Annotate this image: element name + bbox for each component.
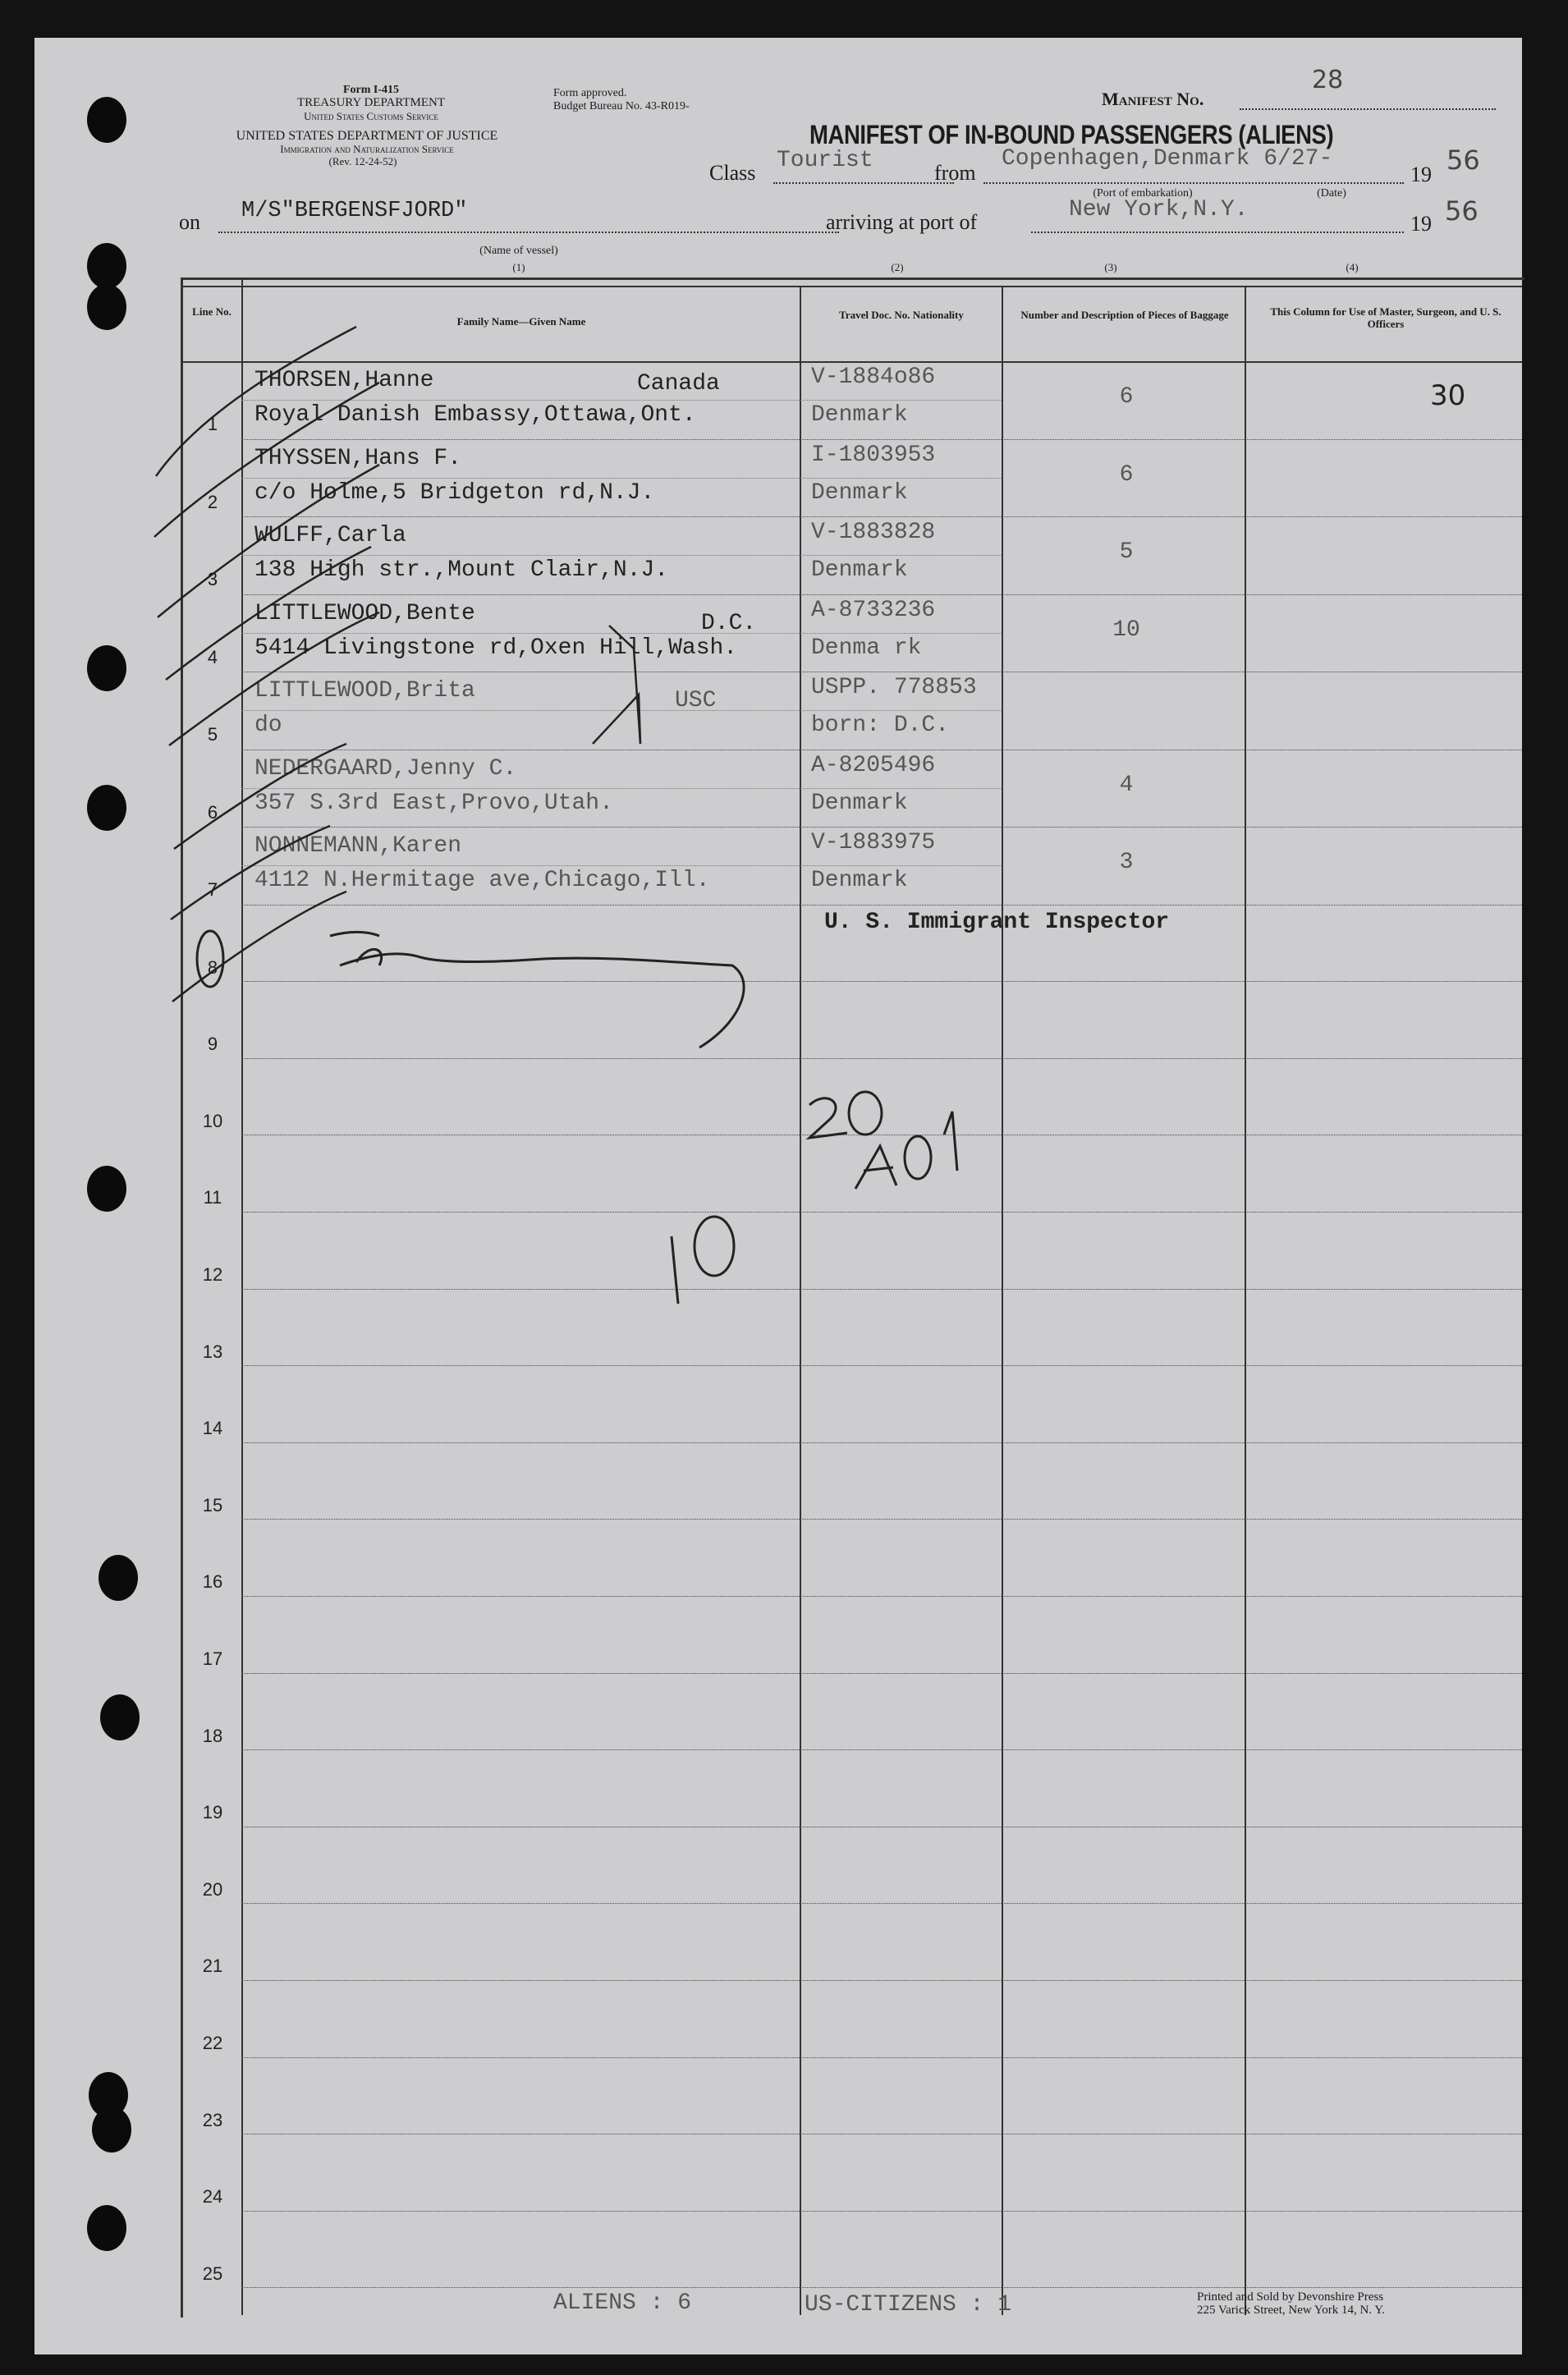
row-number: 17 xyxy=(202,1648,223,1669)
baggage-count: 10 xyxy=(1112,617,1140,643)
circled-line-8 xyxy=(197,931,223,987)
date-caption: (Date) xyxy=(1317,187,1346,199)
passenger-address: 4112 N.Hermitage ave,Chicago,Ill. xyxy=(254,868,710,893)
immigrant-inspector: U. S. Immigrant Inspector xyxy=(824,910,1170,935)
manifest-title: MANIFEST OF IN-BOUND PASSENGERS (ALIENS) xyxy=(809,120,1334,149)
nationality: Denmark xyxy=(811,790,908,816)
passenger-note: Canada xyxy=(637,371,720,397)
travel-doc-no: V-1883828 xyxy=(811,520,936,545)
header-travel-doc: Travel Doc. No. Nationality xyxy=(839,309,964,321)
passenger-name: THYSSEN,Hans F. xyxy=(254,445,462,471)
handwritten-marks xyxy=(34,38,1522,2354)
baggage-count: 3 xyxy=(1119,850,1134,875)
passenger-note: USC xyxy=(675,688,717,713)
passenger-name: WULFF,Carla xyxy=(254,523,406,548)
row-number: 18 xyxy=(202,1725,223,1746)
row-number: 13 xyxy=(202,1341,223,1362)
nationality: Denmark xyxy=(811,557,908,583)
passenger-address: Royal Danish Embassy,Ottawa,Ont. xyxy=(254,402,696,428)
port-caption: (Port of embarkation) xyxy=(1093,187,1193,199)
row-number: 23 xyxy=(202,2109,223,2130)
arriving-label: arriving at port of xyxy=(826,210,978,234)
class-value: Tourist xyxy=(777,148,873,173)
year-prefix-2: 19 xyxy=(1410,212,1432,236)
header-officers: This Column for Use of Master, Surgeon, and U. S. Officers xyxy=(1270,305,1502,330)
row-number: 2 xyxy=(207,491,218,512)
row-number: 12 xyxy=(202,1263,223,1285)
customs-service: United States Customs Service xyxy=(304,110,438,122)
passenger-name: LITTLEWOOD,Bente xyxy=(254,600,475,626)
nationality: born: D.C. xyxy=(811,713,950,738)
col2-number: (2) xyxy=(891,261,904,273)
row-number: 9 xyxy=(207,1034,218,1055)
class-label: Class xyxy=(709,161,756,185)
handwritten-note xyxy=(672,1092,957,1304)
header-baggage: Number and Description of Pieces of Baggage xyxy=(1020,309,1229,321)
nationality: Denmark xyxy=(811,479,908,506)
vessel-name: M/S"BERGENSFJORD" xyxy=(241,199,468,223)
passenger-name: NONNEMANN,Karen xyxy=(254,833,462,859)
row-number: 14 xyxy=(202,1418,223,1439)
justice-dept: UNITED STATES DEPARTMENT OF JUSTICE xyxy=(236,129,498,143)
row-number: 4 xyxy=(207,646,218,667)
header-line-no: Line No. xyxy=(192,305,232,318)
passenger-address: c/o Holme,5 Bridgeton rd,N.J. xyxy=(254,479,655,506)
baggage-count: 5 xyxy=(1119,539,1134,565)
travel-doc-no: A-8205496 xyxy=(811,752,936,778)
nationality: Denmark xyxy=(811,402,908,428)
col3-number: (3) xyxy=(1104,261,1117,273)
manifest-no-value: 28 xyxy=(1312,66,1344,94)
row-number: 10 xyxy=(202,1110,223,1131)
travel-doc-no: V-1884o86 xyxy=(811,365,936,390)
form-approved: Form approved. xyxy=(553,87,627,99)
row-number: 19 xyxy=(202,1802,223,1823)
year-2: 56 xyxy=(1445,195,1479,227)
vessel-caption: (Name of vessel) xyxy=(479,245,558,257)
on-label: on xyxy=(179,210,200,234)
arriving-value: New York,N.Y. xyxy=(1069,197,1249,222)
baggage-count: 4 xyxy=(1119,772,1134,798)
travel-doc-no: I-1803953 xyxy=(811,442,936,468)
budget-bureau: Budget Bureau No. 43-R019- xyxy=(553,100,690,112)
row-number: 8 xyxy=(207,956,218,978)
row-number: 11 xyxy=(203,1187,222,1208)
signature xyxy=(330,932,744,1048)
printer-line-1: Printed and Sold by Devonshire Press xyxy=(1197,2290,1384,2304)
officer-note: 30 xyxy=(1430,379,1466,412)
row-number: 6 xyxy=(207,801,218,823)
row-number: 15 xyxy=(202,1494,223,1515)
passenger-name: NEDERGAARD,Jenny C. xyxy=(254,755,517,782)
manifest-no-label: Manifest No. xyxy=(1102,89,1204,109)
passenger-address: 357 S.3rd East,Provo,Utah. xyxy=(254,790,613,816)
form-number: Form I-415 xyxy=(342,84,400,96)
col4-number: (4) xyxy=(1346,261,1359,273)
passenger-note: D.C. xyxy=(701,610,757,636)
year-1: 56 xyxy=(1447,144,1480,176)
row-number: 1 xyxy=(207,414,218,434)
row-number: 25 xyxy=(202,2263,223,2284)
from-label: from xyxy=(934,161,976,185)
row-number: 24 xyxy=(202,2186,223,2208)
treasury-dept: TREASURY DEPARTMENT xyxy=(296,96,446,109)
row-number: 3 xyxy=(207,569,218,589)
travel-doc-no: V-1883975 xyxy=(811,830,936,855)
header-family-name: Family Name—Given Name xyxy=(456,315,586,328)
travel-doc-no: USPP. 778853 xyxy=(811,675,977,700)
checkmark-strokes xyxy=(154,327,640,1002)
baggage-count: 6 xyxy=(1119,384,1134,410)
passenger-address: do xyxy=(254,713,282,738)
passenger-name: LITTLEWOOD,Brita xyxy=(254,678,475,704)
passenger-name: THORSEN,Hanne xyxy=(254,368,434,393)
printer-line-2: 225 Varick Street, New York 14, N. Y. xyxy=(1197,2304,1385,2317)
passenger-address: 138 High str.,Mount Clair,N.J. xyxy=(254,557,669,583)
baggage-count: 6 xyxy=(1119,461,1134,488)
passenger-address: 5414 Livingstone rd,Oxen Hill,Wash. xyxy=(254,635,738,661)
row-number: 5 xyxy=(207,724,218,745)
row-number: 21 xyxy=(202,1955,223,1977)
manifest-page xyxy=(34,38,1522,2354)
aliens-count: ALIENS : 6 xyxy=(553,2290,692,2316)
revision-date: (Rev. 12-24-52) xyxy=(328,155,397,167)
nationality: Denmark xyxy=(811,868,908,893)
travel-doc-no: A-8733236 xyxy=(811,597,936,623)
row-number: 7 xyxy=(207,879,218,900)
from-value: Copenhagen,Denmark 6/27- xyxy=(1002,146,1333,172)
year-prefix-1: 19 xyxy=(1410,163,1432,186)
ins-service: Immigration and Naturalization Service xyxy=(280,143,454,155)
row-number: 16 xyxy=(202,1571,223,1593)
col1-number: (1) xyxy=(512,261,525,273)
citizens-count: US-CITIZENS : 1 xyxy=(805,2292,1012,2318)
nationality: Denma rk xyxy=(811,635,922,661)
row-number: 20 xyxy=(202,1878,223,1900)
row-number: 22 xyxy=(202,2032,223,2053)
